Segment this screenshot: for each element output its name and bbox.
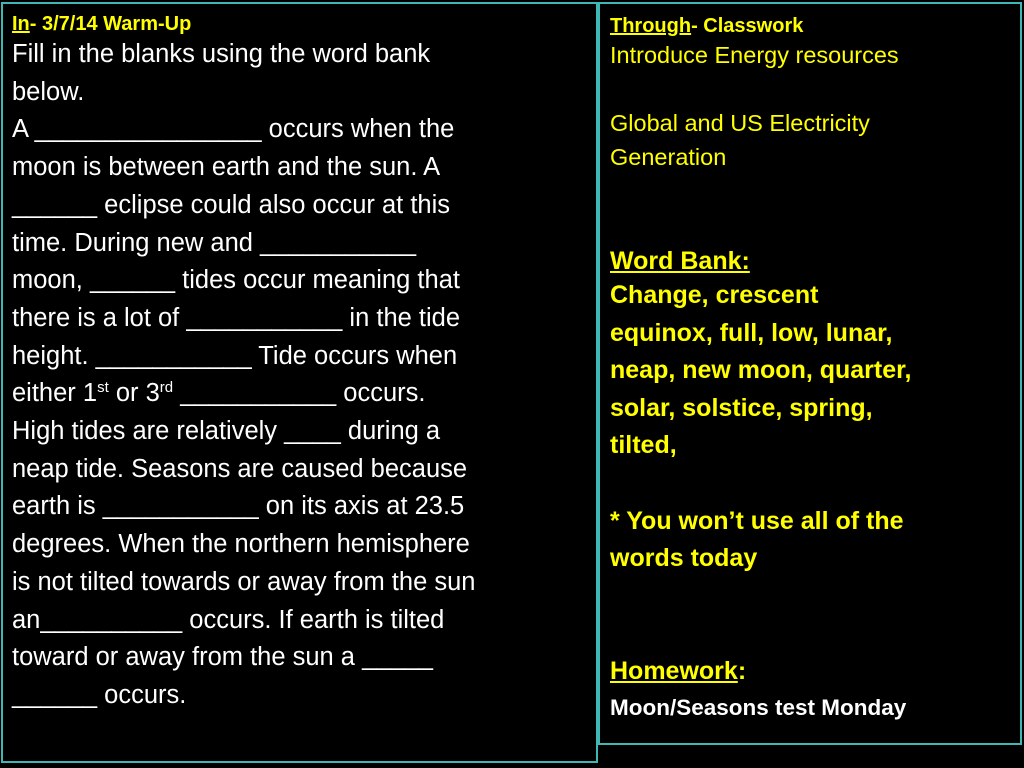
in-label: In xyxy=(12,13,30,35)
superscript-rd: rd xyxy=(159,379,174,397)
warmup-line: moon, ______ tides occur meaning that xyxy=(12,266,460,295)
warmup-line: ______ eclipse could also occur at this xyxy=(12,190,451,219)
word-bank-line: solar, solstice, spring, xyxy=(610,393,873,422)
warmup-line: an__________ occurs. If earth is tilted xyxy=(12,605,445,634)
warmup-line: earth is ___________ on its axis at 23.5 xyxy=(12,492,465,521)
agenda-content xyxy=(610,14,1020,726)
homework-text: Moon/Seasons test Monday xyxy=(610,695,907,720)
word-bank-line: neap, new moon, quarter, xyxy=(610,356,912,384)
warmup-line: moon is between earth and the sun. A xyxy=(12,153,441,182)
agenda-panel xyxy=(598,2,1022,745)
warmup-line: A ________________ occurs when the xyxy=(12,115,455,144)
warmup-panel xyxy=(1,2,598,763)
word-bank-note: words today xyxy=(610,544,758,572)
warmup-line: degrees. When the northern hemisphere xyxy=(12,530,470,559)
classwork-item: Global and US Electricity xyxy=(610,110,870,136)
warmup-line: below. xyxy=(12,77,85,106)
homework-title: Homework xyxy=(610,656,738,685)
warmup-line: height. ___________ Tide occurs when xyxy=(12,341,458,370)
warmup-header xyxy=(12,12,592,36)
classwork-item: Generation xyxy=(610,144,727,170)
classwork-header xyxy=(610,14,1020,38)
warmup-content xyxy=(12,12,592,715)
warmup-line: High tides are relatively ____ during a xyxy=(12,417,441,446)
word-bank-line: Change, crescent xyxy=(610,281,819,309)
warmup-date-title: - 3/7/14 Warm-Up xyxy=(29,13,192,35)
homework-colon: : xyxy=(737,656,747,685)
warmup-line: is not tilted towards or away from the sun xyxy=(12,567,476,596)
line-part: or 3 xyxy=(108,379,160,408)
warmup-line: toward or away from the sun a _____ xyxy=(12,643,433,672)
line-part: ___________ occurs. xyxy=(173,379,426,408)
classwork-title: - Classwork xyxy=(691,15,804,37)
warmup-line: Fill in the blanks using the word bank xyxy=(12,40,431,68)
classwork-item: Introduce Energy resources xyxy=(610,42,899,68)
superscript-st: st xyxy=(97,379,109,397)
warmup-line: ______ occurs. xyxy=(12,680,187,709)
homework-header xyxy=(610,653,1020,691)
word-bank-title: Word Bank: xyxy=(610,247,750,275)
through-label: Through xyxy=(610,15,692,37)
line-part: either 1 xyxy=(12,379,98,408)
word-bank-note: * You won’t use all of the xyxy=(610,506,904,535)
warmup-line: neap tide. Seasons are caused because xyxy=(12,454,468,483)
word-bank-line: tilted, xyxy=(610,431,677,459)
warmup-line: time. During new and ___________ xyxy=(12,228,417,257)
warmup-line: there is a lot of ___________ in the tide xyxy=(12,303,461,332)
word-bank-line: equinox, full, low, lunar, xyxy=(610,318,893,347)
warmup-line-quarters xyxy=(12,375,592,413)
